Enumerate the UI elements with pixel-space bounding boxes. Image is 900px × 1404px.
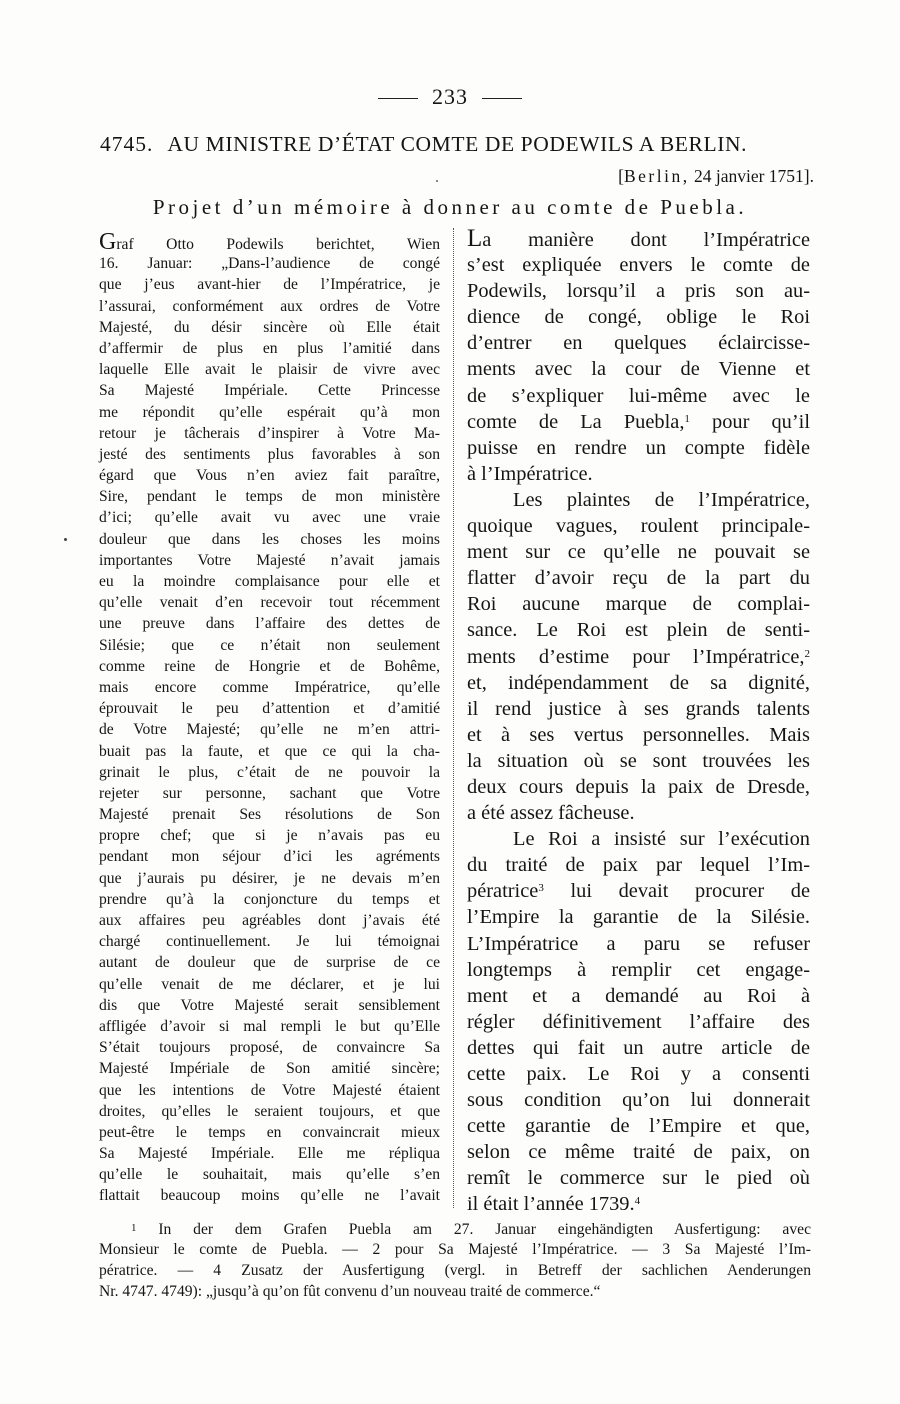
left-line: S’était toujours proposé, de convaincre Sa xyxy=(99,1039,440,1057)
right-line: La manière dont l’Impératrice xyxy=(467,225,810,252)
dash-right xyxy=(482,98,522,99)
left-line: eu la moindre complaisance pour elle et xyxy=(99,573,440,590)
subtitle: Projet d’un mémoire à donner au comte de Puebla. xyxy=(152,195,748,219)
left-line: laquelle Elle avait le plaisir de vivre avec xyxy=(99,361,440,379)
right-line: L’Impératrice a paru se refuser xyxy=(467,932,810,955)
left-line: de Votre Majesté; qu’elle ne m’en attri- xyxy=(99,721,440,739)
left-line: douleur que dans les choses les moins xyxy=(99,530,440,548)
footnote-mark: 1 xyxy=(131,1222,137,1234)
right-line: Le Roi a insisté sur l’exécution xyxy=(513,828,810,851)
place: Berlin, xyxy=(623,166,690,186)
document-heading xyxy=(100,132,820,157)
right-line: ments d’estime pour l’Impératrice,$^2$ xyxy=(467,645,810,668)
right-line: Podewils, lorsqu’il a pris son au- xyxy=(467,280,810,303)
right-line: ment sur ce qu’elle ne pouvait se xyxy=(467,541,810,564)
left-line: affligée d’avoir si mal rempli le but qu’Elle xyxy=(99,1017,440,1035)
footnote-line: 1 In der dem Grafen Puebla am 27. Januar eingehändigten Ausfertigung: avec xyxy=(131,1221,811,1238)
left-line: d’ici; qu’elle avait vu avec une vraie xyxy=(99,509,440,527)
left-line: éprouvait le peu d’attention et d’amitié xyxy=(99,700,440,718)
left-line: me répondit qu’elle espérait qu’à mon xyxy=(99,403,440,421)
left-line: que j’eus avant-hier de l’Impératrice, je xyxy=(99,276,440,294)
footnote-ref[interactable]: 2 xyxy=(804,647,810,660)
margin-mark xyxy=(64,538,67,541)
right-line: Roi aucune marque de complai- xyxy=(467,593,810,616)
right-line: de s’expliquer lui-même avec le xyxy=(467,384,810,407)
right-line: Les plaintes de l’Impératrice, xyxy=(513,488,810,511)
right-line: puisse en rendre un compte fidèle xyxy=(467,436,810,459)
left-line: Majesté prenait Ses résolutions de Son xyxy=(99,806,440,824)
left-line: aux affaires peu agréables dont j’avais été xyxy=(99,912,440,929)
right-line: selon ce même traité de paix, on xyxy=(467,1141,810,1164)
footnote-line: Monsieur le comte de Puebla. — 2 pour Sa Majesté l’Impératrice. — 3 Sa Majesté l’Im- xyxy=(99,1241,811,1258)
left-line: prendre qu’à la conjoncture du temps et xyxy=(99,890,440,908)
right-line: ment et a demandé au Roi à xyxy=(467,984,810,1007)
stray-dot xyxy=(436,180,438,182)
left-line: Sa Majesté Impériale. Cette Princesse xyxy=(99,382,440,400)
right-line: dettes qui fait un autre article de xyxy=(467,1036,810,1059)
left-line: droites, qu’elles le seraient toujours, et que xyxy=(99,1102,440,1120)
right-line: sance. Le Roi est plein de senti- xyxy=(467,619,810,642)
right-column xyxy=(467,226,810,1218)
left-line: Silésie; que ce n’était non seulement xyxy=(99,636,440,654)
right-line: pératrice$^3$ lui devait procurer de xyxy=(467,880,810,903)
right-line: d’entrer en quelques éclaircisse- xyxy=(467,332,810,355)
footnotes xyxy=(99,1218,811,1302)
page-number-text: 233 xyxy=(432,84,468,109)
right-line: et, indépendamment de sa dignité, xyxy=(467,671,810,694)
dash-left xyxy=(378,98,418,99)
right-line: il était l’année 1739.$^4$ xyxy=(467,1193,641,1216)
right-line: comte de La Puebla,$^1$ pour qu’il xyxy=(467,410,810,433)
left-line: Majesté Impériale de Son amitié sincère; xyxy=(99,1060,440,1078)
left-line: égard que Vous n’en aviez fait paraître, xyxy=(99,467,440,485)
left-line: comme reine de Hongrie et de Bohême, xyxy=(99,657,440,675)
right-line: cette paix. Le Roi y a consenti xyxy=(467,1063,810,1085)
left-line: qu’elle venait de me déclarer, et je lui xyxy=(99,975,440,993)
right-line: du traité de paix par lequel l’Im- xyxy=(467,854,810,877)
document-number: 4745. xyxy=(100,132,154,156)
left-line: flattait beaucoup moins qu’elle ne l’avait xyxy=(99,1187,440,1205)
left-line: rejeter sur personne, sachant que Votre xyxy=(99,784,440,802)
footnote-ref[interactable]: 4 xyxy=(634,1195,641,1208)
date: 24 janvier 1751 xyxy=(693,166,804,186)
right-line: et à ses vertus personnelles. Mais xyxy=(467,723,810,746)
dateline: [Berlin, 24 janvier 1751]. xyxy=(618,166,814,186)
footnote-line: pératrice. — 4 Zusatz der Ausfertigung (vergl. in Betreff der sachlichen Aenderungen xyxy=(99,1262,811,1279)
left-line: grinait le plus, c’était de ne pouvoir la xyxy=(99,763,440,781)
document-title: AU MINISTRE D’ÉTAT COMTE DE PODEWILS A BERLIN. xyxy=(167,132,748,156)
left-line: que j’aurais pu désirer, je ne devais m’en xyxy=(99,869,440,887)
footnote-line: Nr. 4747. 4749): „jusqu’à qu’on fût convenu d’un nouveau traité de commerce.“ xyxy=(99,1283,601,1300)
right-line: il rend justice à ses grands talents xyxy=(467,697,810,720)
left-line: mais encore comme Impératrice, qu’elle xyxy=(99,678,440,696)
left-line: pendant mon séjour d’ici les agréments xyxy=(99,848,440,866)
left-line: Graf Otto Podewils berichtet, Wien xyxy=(99,229,440,255)
drop-letter: G xyxy=(99,229,117,255)
right-line: quoique vagues, roulent principale- xyxy=(467,515,810,538)
left-line: jesté des sentiments plus favorables à son xyxy=(99,445,440,463)
right-line: à l’Impératrice. xyxy=(467,462,593,485)
right-line: deux cours depuis la paix de Dresde, xyxy=(467,775,810,798)
left-line: qu’elle venait d’en recevoir tout récemment xyxy=(99,594,440,612)
right-line: s’est expliquée envers le comte de xyxy=(467,254,810,277)
left-line: autant de douleur que de surprise de ce xyxy=(99,954,440,972)
right-line: ments avec la cour de Vienne et xyxy=(467,358,810,381)
right-line: a été assez fâcheuse. xyxy=(467,802,635,825)
left-line: d’affermir de plus en plus l’amitié dans xyxy=(99,339,440,357)
left-line: peut-être le temps en convaincrait mieux xyxy=(99,1123,440,1141)
footnote-ref[interactable]: 3 xyxy=(538,882,544,895)
right-line: l’Empire la garantie de la Silésie. xyxy=(467,906,810,929)
right-line: longtemps à remplir cet engage- xyxy=(467,958,810,981)
left-column xyxy=(99,229,440,1207)
drop-letter: L xyxy=(467,225,483,252)
right-line: flatter d’avoir reçu de la part du xyxy=(467,567,810,590)
page-number xyxy=(0,84,900,110)
right-line: régler définitivement l’affaire des xyxy=(467,1010,810,1033)
left-line: Sire, pendant le temps de mon ministère xyxy=(99,488,440,506)
left-line: dis que Votre Majesté serait sensiblement xyxy=(99,996,440,1014)
left-line: buait pas la faute, et que ce qui la cha- xyxy=(99,742,440,760)
left-line: retour je tâcherais d’inspirer à Votre Ma- xyxy=(99,424,440,442)
left-line: chargé continuellement. Je lui témoignai xyxy=(99,933,440,951)
footnote-ref[interactable]: 1 xyxy=(684,412,690,425)
right-line: remît le commerce sur le pied où xyxy=(467,1167,810,1190)
left-line: importantes Votre Majesté n’avait jamais xyxy=(99,551,440,569)
left-line: Majesté, du désir sincère où Elle était xyxy=(99,318,440,336)
left-line: Sa Majesté Impériale. Elle me répliqua xyxy=(99,1145,440,1163)
left-line: qu’elle le souhaitait, mais qu’elle s’en xyxy=(99,1166,440,1184)
left-line: l’assurai, conformément aux ordres de Votre xyxy=(99,297,440,315)
column-divider xyxy=(453,228,454,1208)
right-line: la situation où se sont trouvées les xyxy=(467,749,810,772)
left-line: propre chef; que si je n’avais pas eu xyxy=(99,827,440,845)
left-line: que les intentions de Votre Majesté étaient xyxy=(99,1081,440,1099)
right-line: sous condition qu’on lui donnerait xyxy=(467,1089,810,1112)
left-line: une preuve dans l’affaire des dettes de xyxy=(99,615,440,633)
left-line: 16. Januar: „Dans-l’audience de congé xyxy=(99,255,440,273)
right-line: cette garantie de l’Empire et que, xyxy=(467,1115,810,1138)
right-line: dience de congé, oblige le Roi xyxy=(467,306,810,329)
